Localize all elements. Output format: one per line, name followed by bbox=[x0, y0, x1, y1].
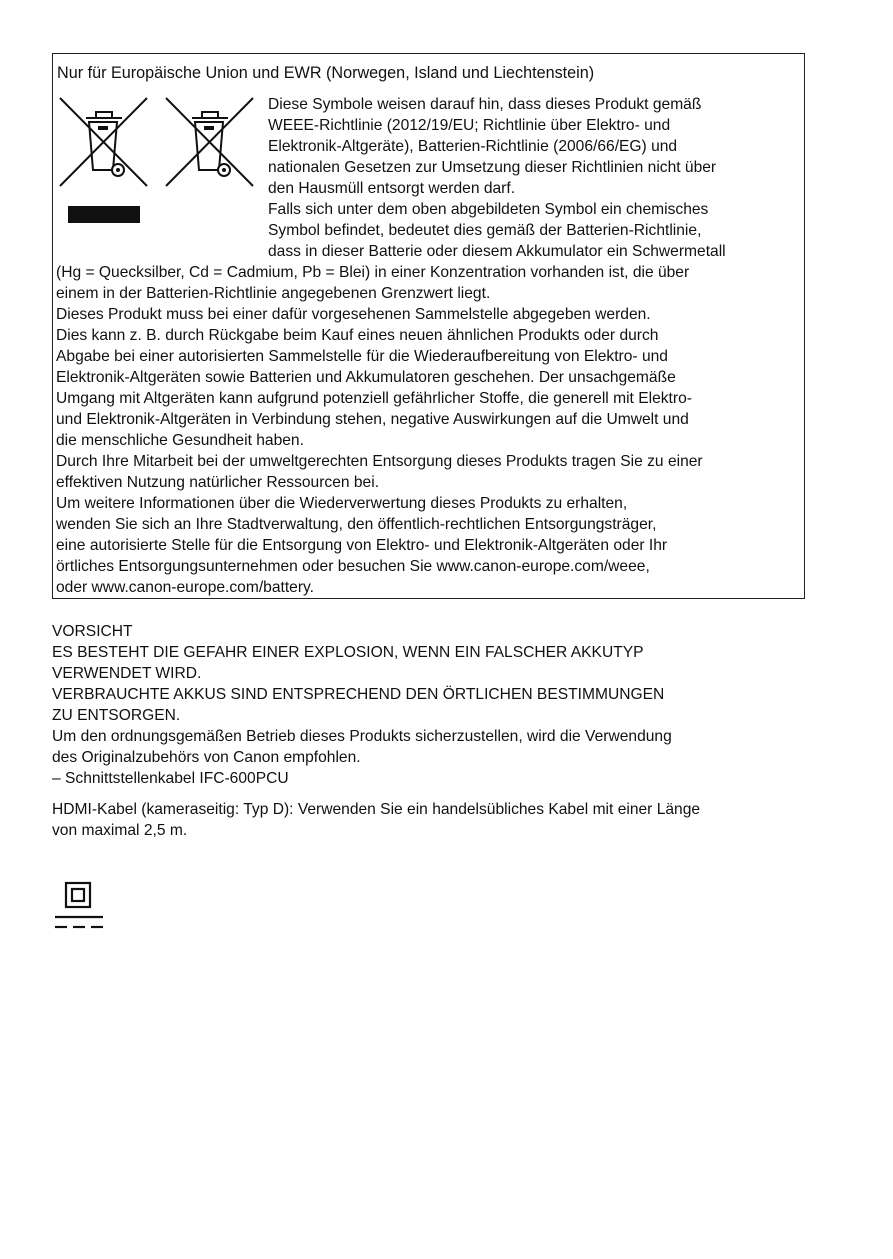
weee-line: Elektronik-Altgeräten sowie Batterien und Akkumulatoren geschehen. Der unsachgemäße bbox=[56, 369, 676, 386]
weee-line: und Elektronik-Altgeräten in Verbindung stehen, negative Auswirkungen auf die Umwelt und bbox=[56, 411, 689, 428]
weee-line: Symbol befindet, bedeutet dies gemäß der Batterien-Richtlinie, bbox=[268, 222, 702, 239]
weee-line: eine autorisierte Stelle für die Entsorgung von Elektro- und Elektronik-Altgeräten oder Ihr bbox=[56, 537, 668, 554]
caution-line: ES BESTEHT DIE GEFAHR EINER EXPLOSION, WENN EIN FALSCHER AKKUTYP bbox=[52, 644, 644, 661]
weee-line: Um weitere Informationen über die Wiederverwertung dieses Produkts zu erhalten, bbox=[56, 495, 628, 512]
weee-symbols bbox=[56, 94, 256, 234]
weee-line: WEEE-Richtlinie (2012/19/EU; Richtlinie über Elektro- und bbox=[268, 117, 671, 134]
caution-line: des Originalzubehörs von Canon empfohlen. bbox=[52, 749, 361, 766]
caution-line: VERBRAUCHTE AKKUS SIND ENTSPRECHEND DEN ÖRTLICHEN BESTIMMUNGEN bbox=[52, 686, 665, 703]
caution-title: VORSICHT bbox=[52, 623, 133, 640]
weee-line: Dies kann z. B. durch Rückgabe beim Kauf eines neuen ähnlichen Produkts oder durch bbox=[56, 327, 659, 344]
weee-line: (Hg = Quecksilber, Cd = Cadmium, Pb = Blei) in einer Konzentration vorhanden ist, die über bbox=[56, 264, 690, 281]
weee-line: örtliches Entsorgungsunternehmen oder besuchen Sie www.canon-europe.com/weee, bbox=[56, 558, 650, 575]
crossed-bin-icon bbox=[56, 94, 151, 190]
weee-line: effektiven Nutzung natürlicher Ressourcen bei. bbox=[56, 474, 380, 491]
weee-line: Durch Ihre Mitarbeit bei der umweltgerechten Entsorgung dieses Produkts tragen Sie zu einer bbox=[56, 453, 703, 470]
caution-line: Um den ordnungsgemäßen Betrieb dieses Produkts sicherzustellen, wird die Verwendung bbox=[52, 728, 672, 745]
weee-line: nationalen Gesetzen zur Umsetzung dieser Richtlinien nicht über bbox=[268, 159, 717, 176]
caution-line: ZU ENTSORGEN. bbox=[52, 707, 181, 724]
weee-line: einem in der Batterien-Richtlinie angegebenen Grenzwert liegt. bbox=[56, 285, 491, 302]
weee-line: wenden Sie sich an Ihre Stadtverwaltung, den öffentlich-rechtlichen Entsorgungsträger, bbox=[56, 516, 657, 533]
weee-line: Elektronik-Altgeräte), Batterien-Richtlinie (2006/66/EG) und bbox=[268, 138, 678, 155]
weee-line: Falls sich unter dem oben abgebildeten Symbol ein chemisches bbox=[268, 201, 709, 218]
caution-line: – Schnittstellenkabel IFC-600PCU bbox=[52, 770, 289, 787]
weee-line: Umgang mit Altgeräten kann aufgrund potenziell gefährlicher Stoffe, die generell mit Elektro- bbox=[56, 390, 692, 407]
weee-line: oder www.canon-europe.com/battery. bbox=[56, 579, 315, 596]
weee-heading: Nur für Europäische Union und EWR (Norwegen, Island und Liechtenstein) bbox=[57, 64, 595, 82]
crossed-bin-icon bbox=[162, 94, 257, 190]
hdmi-line: von maximal 2,5 m. bbox=[52, 822, 188, 839]
weee-line: Abgabe bei einer autorisierten Sammelstelle für die Wiederaufbereitung von Elektro- und bbox=[56, 348, 668, 365]
weee-line: den Hausmüll entsorgt werden darf. bbox=[268, 180, 516, 197]
weee-line: die menschliche Gesundheit haben. bbox=[56, 432, 304, 449]
double-insulation-dc-icon bbox=[52, 880, 106, 934]
chemical-symbol-bar bbox=[68, 206, 140, 223]
weee-line: Dieses Produkt muss bei einer dafür vorgesehenen Sammelstelle abgegeben werden. bbox=[56, 306, 651, 323]
hdmi-line: HDMI-Kabel (kameraseitig: Typ D): Verwenden Sie ein handelsübliches Kabel mit einer Länge bbox=[52, 801, 701, 818]
caution-line: VERWENDET WIRD. bbox=[52, 665, 202, 682]
weee-line: dass in dieser Batterie oder diesem Akkumulator ein Schwermetall bbox=[268, 243, 726, 260]
weee-line: Diese Symbole weisen darauf hin, dass dieses Produkt gemäß bbox=[268, 96, 702, 113]
